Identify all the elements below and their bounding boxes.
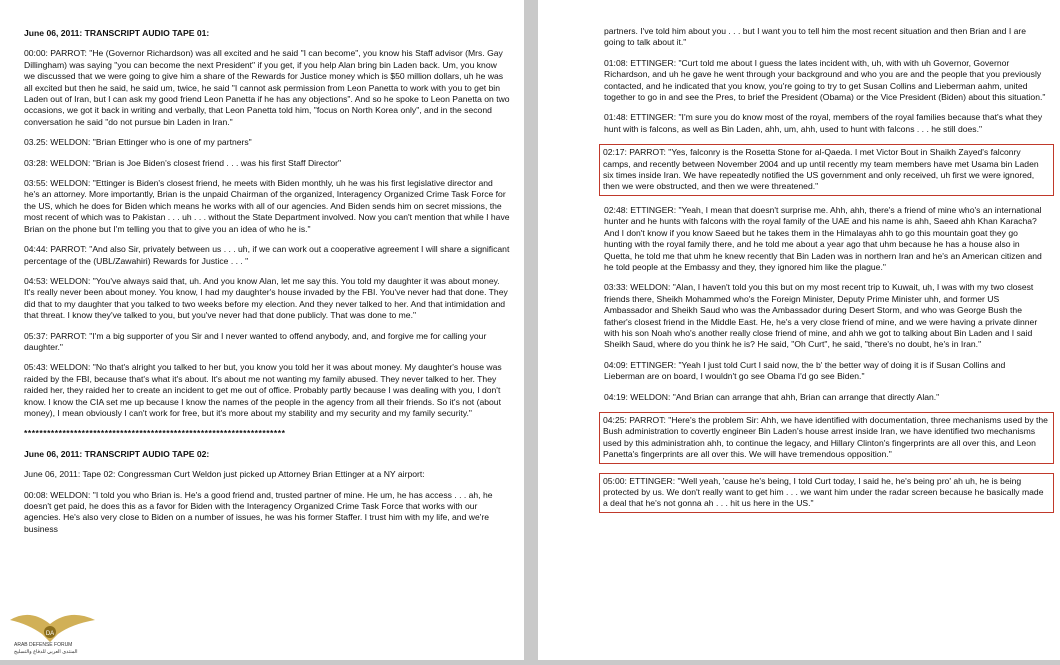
transcript-paragraph: 00:08: WELDON: "I told you who Brian is. He's a good friend and, trusted partner of mine. He um, he has access . . . ah, he doesn't get paid, he does this as a favor for Biden with the Interagency Organized Crime Task Force that works with our agencies. He's also very close to Biden on a number of issues, he was his former Staffer. I trust him with my life, and we're business [24, 489, 493, 534]
tape2-intro: June 06, 2011: Tape 02: Congressman Curt Weldon just picked up Attorney Brian Ettinger at a NY airport: [24, 469, 425, 480]
transcript-paragraph: 04:44: PARROT: "And also Sir, privately between us . . . uh, if we can work out a cooperative agreement I will share a significant percentage of the (UBL/Zawahiri) Rewards for Justice . . . " [24, 244, 510, 266]
transcript-paragraph: 03:55: WELDON: "Ettinger is Biden's closest friend, he meets with Biden monthly, uh he was his first legislative director and he's an attorney. More importantly, Brian is the unpaid Chairman of the organized, Interagency Organized Crime Task Force for the US, which he does for Biden which means he works with all of our agencies. And Biden sends him on secret missions, the most recent of which was to Pakistan . . . uh . . . without the State Department involved. Now you can't mention that while I have Brian on the phone but I'm telling you that to give you an idea of who he is." [24, 178, 510, 234]
transcript-paragraph: 03.25: WELDON: "Brian Ettinger who is one of my partners" [24, 137, 252, 148]
transcript-paragraph: partners. I've told him about you . . . but I want you to tell him the most recent situation and then Brian and I are going to talk about it." [604, 26, 1027, 48]
right-page [538, 0, 1060, 660]
transcript-paragraph: 03:33: WELDON: "Alan, I haven't told you this but on my most recent trip to Kuwait, uh, I was with my two closest friends there, Sheikh Mohammed who's the Foreign Minister, Deputy Prime Minister uhh, and former US Ambassador and Sheikh Saud who was the Ambassador during Desert Storm, and who was George Bush the father's closest friend in the Middle East. He, he's a very close friend of mine, and we were having a private dinner with his son Noah who's another really close friend of mine, and ahh we got to talking about Bin Laden and I said Sheikh Saud, where do you think he is? He said, "Oh Curt", he said, "there's no doubt, he's in Iran." [604, 282, 1038, 350]
separator: ******************************************************************** [24, 428, 286, 439]
tape2-heading: June 06, 2011: TRANSCRIPT AUDIO TAPE 02: [24, 448, 210, 459]
left-page [0, 0, 524, 660]
transcript-paragraph: 05:37: PARROT: "I'm a big supporter of you Sir and I never wanted to offend anybody, and, and forgive me for calling your daughter." [24, 330, 487, 352]
watermark-label-ar: المنتدى العربي للدفاع والتسليح [14, 649, 78, 655]
transcript-paragraph: 02:48: ETTINGER: "Yeah, I mean that doesn't surprise me. Ahh, ahh, there's a friend of mine who's an international hunter and he hunts with falcons with the royal family of the UAE and his name is ahh, Saeed ahh Khan Karacha? And I don't know if you know Saeed but he takes them in the Himalayas ahh to go this mountain goat they go hunting with the royal family there, and he told me about a year ago that uhm because he has a house also in Quetta, he told me that uhm he knew recently that Bin Laden was in northern Iran and he's an American citizen and he told people at the Embassy and they, they ignored him like the plague." [604, 204, 1042, 272]
watermark-label-en: ARAB DEFENSE FORUM [14, 642, 73, 648]
transcript-paragraph: 01:48: ETTINGER: "I'm sure you do know most of the royal, members of the royal families because that's what they hunt with is falcons, as well as Bin Laden, ahh, um, ahh, used to hunt with falcons . . . he still does." [604, 112, 1043, 134]
transcript-paragraph: 03:28: WELDON: "Brian is Joe Biden's closest friend . . . was his first Staff Director" [24, 157, 342, 168]
transcript-paragraph: 04:53: WELDON: "You've always said that, uh. And you know Alan, let me say this. You told my daughter it was about money. It's really never been about money. You know, I had my daughter's house invaded by the FBI. You've never had that done. They did that to my daughter that you talked to two weeks before my election. And they never talked to her. And that intimidation and that threat. I know they've talked to you, but you've never had that done publicly. That was done to me." [24, 275, 508, 321]
tape1-heading: June 06, 2011: TRANSCRIPT AUDIO TAPE 01: [24, 28, 210, 38]
highlighted-paragraph: 04:25: PARROT: "Here's the problem Sir: Ahh, we have identified with documentation, three mechanisms used by the Bush administration to covertly engineer Bin Laden's house arrest inside Iran, we have identified two mechanisms used by this administration ahh, to continue the legacy, and Hillary Clinton's fingerprints are all over this, and Leon Panetta's fingerprints are all over this. We will have tremendous opposition." [599, 412, 1054, 464]
transcript-paragraph: 01:08: ETTINGER: "Curt told me about I guess the lates incident with, uh, with with uh Governor, Governor Richardson, and uh he gave he went through your background and who you are and the people that you previously contacted, and he indicated that you know, you're going to try to get Susan Collins and Lieberman aahm, united together to go in and see the Pres, to brief the President (Obama) or the Vice President (Biden) about this situation." [604, 57, 1046, 103]
transcript-paragraph: 00:00: PARROT: "He (Governor Richardson) was all excited and he said "I can become", you know his Staff advisor (Mrs. Gay Dillingham) was saying "you can become the next President" if you get, if you help Alan bring bin Laden back. Um, you know we discussed that we were going to give him a share of the Rewards for Justice money which is $50 million dollars, uh he was all excited but then he said, he said um, twice, he said "I cannot ask permission from Leon Panetta to work with you to get bin Laden out of Iran, but I can ask my good friend Leon Panetta if he has any objections". And so he spoke to Leon Panetta on two occasions, we got it back in writing and verbally, that Leon Panetta told him, "focus on North Korea only", and in the second conversation he said "do not pursue bin Laden in Iran." [24, 48, 510, 127]
highlighted-paragraph: 02:17: PARROT: "Yes, falconry is the Rosetta Stone for al-Qaeda. I met Victor Bout in Shaikh Zayed's falconry camps, and recently between November 2004 and up until recently my team members have met Usama bin Laden six times inside Iran. We have repeatedly notified the US government and only received, uh first we were ignored, then we were obstructed, and then we were threatened." [599, 144, 1054, 196]
transcript-paragraph: 05:43: WELDON: "No that's alright you talked to her but, you know you told her it was about money. My daughter's house was raided by the FBI, because that's what it's about. It's about me not wanting my family abused. They never talked to her. They raided her, they raided her to create an incident to get me out of office. Probably partly because I was dealing with you, I don't know. I know the CIA set me up because I know the names of the people in the agency from all their friends. So it's not (about money), I mean obviously I can't work for free, but it's more about my stability and my security and my family security." [24, 362, 502, 418]
highlighted-paragraph: 05:00: ETTINGER: "Well yeah, 'cause he's being, I told Curt today, I said he, he's being pro' ah uh, he is being protected by us. We don't really want to get him . . . we want him under the radar screen because he basically made a deal that he's not gonna ah . . . hit us here in the US." [599, 473, 1054, 513]
transcript-paragraph: 04:09: ETTINGER: "Yeah I just told Curt I said now, the b' the better way of doing it is if Susan Collins and Lieberman are on board, I wouldn't go see Obama I'd go see Biden." [604, 359, 1006, 382]
svg-text:DA: DA [45, 631, 55, 637]
transcript-paragraph: 04:19: WELDON: "And Brian can arrange that ahh, Brian can arrange that directly Alan." [604, 391, 940, 402]
watermark-logo [0, 598, 110, 660]
